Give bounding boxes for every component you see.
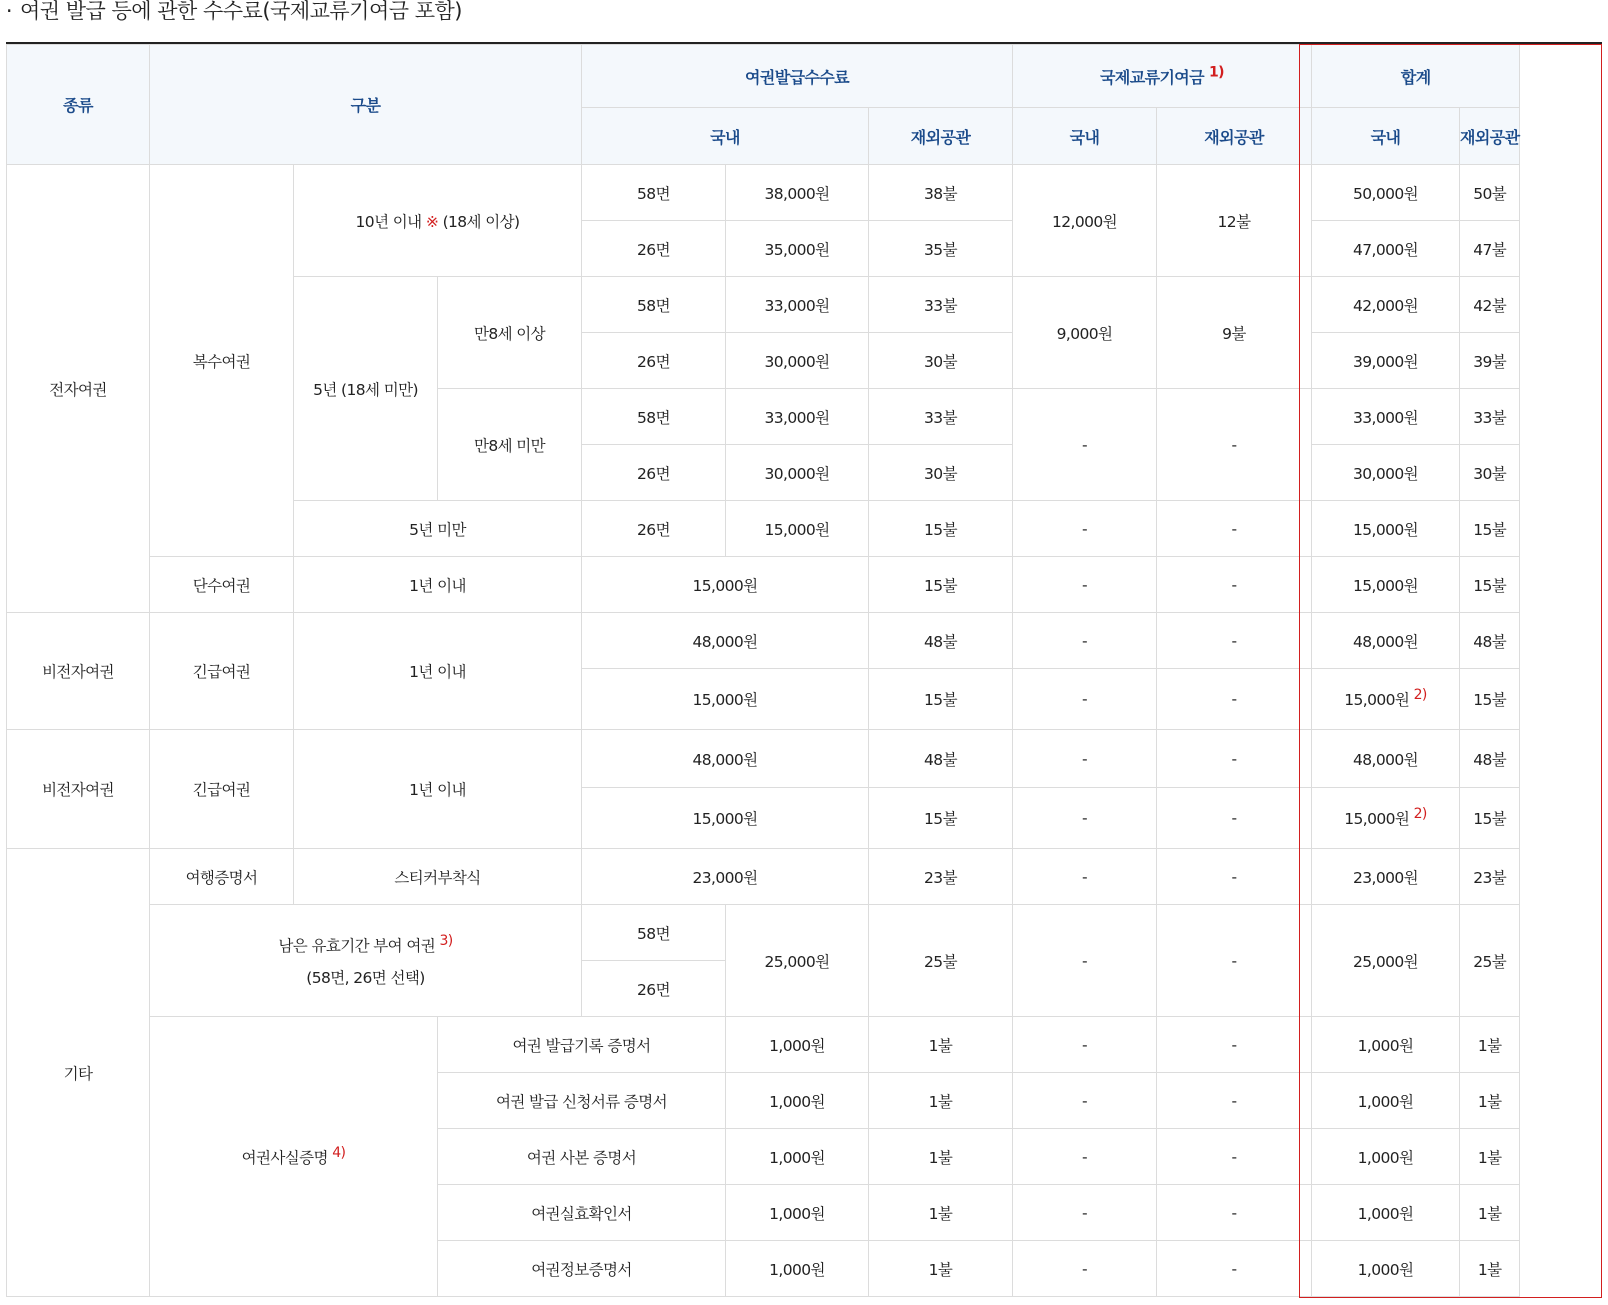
table-row — [7, 849, 1520, 905]
contrib-domestic-cell: - — [1013, 669, 1157, 730]
fee-domestic-cell: 15,000원 — [582, 669, 869, 730]
category-travel-cert: 여행증명서 — [150, 849, 294, 905]
total-domestic-cell: 23,000원 — [1312, 849, 1460, 905]
title-bullet: · — [5, 0, 13, 23]
total-overseas-cell: 1불 — [1460, 1017, 1520, 1073]
pages-cell: 26면 — [582, 961, 726, 1017]
contrib-overseas-cell: - — [1157, 849, 1312, 905]
category-sticker: 스티커부착식 — [294, 849, 582, 905]
contrib-domestic-cell: 9,000원 — [1013, 277, 1157, 389]
fee-overseas-cell: 1불 — [869, 1017, 1013, 1073]
fee-domestic-cell: 25,000원 — [726, 905, 869, 1017]
table-row — [7, 165, 1520, 221]
category-remaining-validity — [150, 905, 582, 1017]
total-overseas-cell: 1불 — [1460, 1073, 1520, 1129]
category-under-5-years: 5년 미만 — [294, 501, 582, 557]
pages-cell: 58면 — [582, 905, 726, 961]
total-domestic-cell: 15,000원 — [1312, 501, 1460, 557]
total-domestic-cell: 15,000원 — [1312, 557, 1460, 613]
fee-domestic-cell: 1,000원 — [726, 1241, 869, 1297]
fee-overseas-cell: 35불 — [869, 221, 1013, 277]
contrib-domestic-cell: - — [1013, 613, 1157, 669]
fee-domestic-cell: 15,000원 — [582, 557, 869, 613]
header-total-overseas: 재외공관 — [1460, 108, 1520, 165]
header-fee-overseas: 재외공관 — [869, 108, 1013, 165]
remaining-validity-label: 남은 유효기간 부여 여권 — [278, 936, 436, 955]
total-overseas-cell: 15불 — [1460, 669, 1520, 730]
fee-domestic-cell: 1,000원 — [726, 1185, 869, 1241]
total-domestic-cell: 1,000원 — [1312, 1129, 1460, 1185]
total-overseas-cell: 1불 — [1460, 1241, 1520, 1297]
type-non-e-passport: 비전자여권 — [7, 730, 150, 849]
contrib-domestic-cell: - — [1013, 849, 1157, 905]
footnote-1: 1) — [1209, 64, 1224, 81]
contrib-overseas-cell: - — [1157, 501, 1312, 557]
total-overseas-cell: 48불 — [1460, 613, 1520, 669]
fee-domestic-cell: 35,000원 — [726, 221, 869, 277]
fee-overseas-cell: 1불 — [869, 1129, 1013, 1185]
fee-overseas-cell: 1불 — [869, 1185, 1013, 1241]
fee-overseas-cell: 1불 — [869, 1241, 1013, 1297]
footnote-3: 3) — [439, 932, 453, 949]
header-issue-fee: 여권발급수수료 — [582, 45, 1013, 108]
total-domestic-value: 15,000원 — [1344, 691, 1410, 709]
category-age8-over: 만8세 이상 — [438, 277, 582, 389]
table-row — [7, 730, 1520, 788]
category-single-passport: 단수여권 — [150, 557, 294, 613]
fee-overseas-cell: 30불 — [869, 333, 1013, 389]
fee-domestic-cell: 30,000원 — [726, 333, 869, 389]
contrib-overseas-cell: - — [1157, 1241, 1312, 1297]
cert-name-cell: 여권 발급 신청서류 증명서 — [438, 1073, 726, 1129]
fee-domestic-cell: 23,000원 — [582, 849, 869, 905]
total-domestic-cell — [1312, 788, 1460, 849]
cert-name-cell: 여권정보증명서 — [438, 1241, 726, 1297]
contrib-domestic-cell: - — [1013, 557, 1157, 613]
fee-overseas-cell: 23불 — [869, 849, 1013, 905]
fee-domestic-cell: 38,000원 — [726, 165, 869, 221]
page-title — [4, 0, 462, 30]
contrib-overseas-cell: - — [1157, 389, 1312, 501]
category-age8-under: 만8세 미만 — [438, 389, 582, 501]
remaining-validity-line-1 — [150, 934, 581, 956]
pages-cell: 26면 — [582, 445, 726, 501]
fee-domestic-cell: 33,000원 — [726, 389, 869, 445]
table-row — [7, 557, 1520, 613]
table-row — [7, 905, 1520, 961]
footnote-2: 2) — [1413, 686, 1427, 703]
total-domestic-cell: 1,000원 — [1312, 1017, 1460, 1073]
footnote-4: 4) — [332, 1144, 346, 1161]
pages-cell: 26면 — [582, 221, 726, 277]
title-text: 여권 발급 등에 관한 수수료(국제교류기여금 포함) — [20, 0, 462, 23]
contrib-overseas-cell: - — [1157, 557, 1312, 613]
total-overseas-cell: 48불 — [1460, 730, 1520, 788]
fee-overseas-cell: 15불 — [869, 669, 1013, 730]
contrib-overseas-cell: 12불 — [1157, 165, 1312, 277]
total-domestic-cell: 39,000원 — [1312, 333, 1460, 389]
contrib-overseas-cell: - — [1157, 788, 1312, 849]
total-domestic-cell — [1312, 669, 1460, 730]
table-row — [7, 613, 1520, 669]
total-domestic-cell: 30,000원 — [1312, 445, 1460, 501]
pages-cell: 58면 — [582, 389, 726, 445]
header-total-domestic: 국내 — [1312, 108, 1460, 165]
fact-cert-label: 여권사실증명 — [241, 1148, 328, 1167]
category-multi-passport: 복수여권 — [150, 165, 294, 557]
category-emergency-passport: 긴급여권 — [150, 613, 294, 730]
contrib-overseas-cell: - — [1157, 1073, 1312, 1129]
contrib-overseas-cell: - — [1157, 730, 1312, 788]
total-overseas-cell: 50불 — [1460, 165, 1520, 221]
header-type: 종류 — [7, 45, 150, 165]
fee-domestic-cell: 1,000원 — [726, 1073, 869, 1129]
type-e-passport: 전자여권 — [7, 165, 150, 613]
fee-domestic-cell: 48,000원 — [582, 613, 869, 669]
fee-domestic-cell: 48,000원 — [582, 730, 869, 788]
contrib-overseas-cell: - — [1157, 1017, 1312, 1073]
contrib-domestic-cell: 12,000원 — [1013, 165, 1157, 277]
header-row-1 — [7, 45, 1520, 108]
pages-cell: 26면 — [582, 501, 726, 557]
total-overseas-cell: 15불 — [1460, 557, 1520, 613]
contrib-domestic-cell: - — [1013, 1073, 1157, 1129]
ten-years-mark: ※ — [425, 212, 439, 231]
remaining-validity-line-2: (58면, 26면 선택) — [306, 968, 425, 987]
ten-years-label: 10년 이내 — [355, 212, 422, 231]
total-overseas-cell: 15불 — [1460, 788, 1520, 849]
contrib-domestic-cell: - — [1013, 1241, 1157, 1297]
category-within-1-year: 1년 이내 — [294, 730, 582, 849]
header-total: 합계 — [1312, 45, 1520, 108]
fee-table — [6, 44, 1520, 1297]
contrib-overseas-cell: - — [1157, 1185, 1312, 1241]
pages-cell: 58면 — [582, 165, 726, 221]
contrib-domestic-cell: - — [1013, 730, 1157, 788]
fee-overseas-cell: 30불 — [869, 445, 1013, 501]
contrib-domestic-cell: - — [1013, 905, 1157, 1017]
total-domestic-cell: 33,000원 — [1312, 389, 1460, 445]
fee-overseas-cell: 25불 — [869, 905, 1013, 1017]
total-domestic-cell: 48,000원 — [1312, 730, 1460, 788]
header-category: 구분 — [150, 45, 582, 165]
total-domestic-cell: 1,000원 — [1312, 1241, 1460, 1297]
fee-overseas-cell: 48불 — [869, 613, 1013, 669]
cert-name-cell: 여권 사본 증명서 — [438, 1129, 726, 1185]
contrib-domestic-cell: - — [1013, 1185, 1157, 1241]
header-intl-contribution-label: 국제교류기여금 — [1100, 67, 1205, 87]
ten-years-age: (18세 이상) — [438, 212, 520, 231]
contrib-domestic-cell: - — [1013, 788, 1157, 849]
total-domestic-cell: 1,000원 — [1312, 1073, 1460, 1129]
contrib-overseas-cell: 9불 — [1157, 277, 1312, 389]
total-domestic-cell: 42,000원 — [1312, 277, 1460, 333]
total-domestic-cell: 48,000원 — [1312, 613, 1460, 669]
total-overseas-cell: 1불 — [1460, 1185, 1520, 1241]
fee-domestic-cell: 15,000원 — [726, 501, 869, 557]
contrib-overseas-cell: - — [1157, 613, 1312, 669]
type-other: 기타 — [7, 849, 150, 1297]
header-contrib-domestic: 국내 — [1013, 108, 1157, 165]
contrib-domestic-cell: - — [1013, 501, 1157, 557]
total-overseas-cell: 15불 — [1460, 501, 1520, 557]
total-overseas-cell: 42불 — [1460, 277, 1520, 333]
pages-cell: 26면 — [582, 333, 726, 389]
category-ten-years — [294, 165, 582, 277]
contrib-overseas-cell: - — [1157, 669, 1312, 730]
fee-domestic-cell: 30,000원 — [726, 445, 869, 501]
total-domestic-cell: 1,000원 — [1312, 1185, 1460, 1241]
table-row — [7, 1017, 1520, 1073]
category-within-1-year: 1년 이내 — [294, 557, 582, 613]
contrib-domestic-cell: - — [1013, 1017, 1157, 1073]
pages-cell: 58면 — [582, 277, 726, 333]
fee-overseas-cell: 33불 — [869, 277, 1013, 333]
header-fee-domestic: 국내 — [582, 108, 869, 165]
fee-domestic-cell: 33,000원 — [726, 277, 869, 333]
total-domestic-cell: 47,000원 — [1312, 221, 1460, 277]
fee-domestic-cell: 1,000원 — [726, 1129, 869, 1185]
fee-domestic-cell: 1,000원 — [726, 1017, 869, 1073]
total-domestic-cell: 25,000원 — [1312, 905, 1460, 1017]
header-intl-contribution — [1013, 45, 1312, 108]
total-domestic-cell: 50,000원 — [1312, 165, 1460, 221]
category-emergency-passport: 긴급여권 — [150, 730, 294, 849]
category-within-1-year: 1년 이내 — [294, 613, 582, 730]
footnote-2: 2) — [1413, 805, 1427, 822]
total-domestic-value: 15,000원 — [1344, 810, 1410, 828]
total-overseas-cell: 1불 — [1460, 1129, 1520, 1185]
cert-name-cell: 여권 발급기록 증명서 — [438, 1017, 726, 1073]
total-overseas-cell: 25불 — [1460, 905, 1520, 1017]
total-overseas-cell: 39불 — [1460, 333, 1520, 389]
fee-domestic-cell: 15,000원 — [582, 788, 869, 849]
contrib-domestic-cell: - — [1013, 389, 1157, 501]
header-contrib-overseas: 재외공관 — [1157, 108, 1312, 165]
contrib-overseas-cell: - — [1157, 1129, 1312, 1185]
fee-overseas-cell: 15불 — [869, 501, 1013, 557]
contrib-overseas-cell: - — [1157, 905, 1312, 1017]
cert-name-cell: 여권실효확인서 — [438, 1185, 726, 1241]
category-fact-cert — [150, 1017, 438, 1297]
total-overseas-cell: 47불 — [1460, 221, 1520, 277]
fee-overseas-cell: 1불 — [869, 1073, 1013, 1129]
contrib-domestic-cell: - — [1013, 1129, 1157, 1185]
fee-overseas-cell: 38불 — [869, 165, 1013, 221]
fee-overseas-cell: 15불 — [869, 788, 1013, 849]
total-overseas-cell: 30불 — [1460, 445, 1520, 501]
fee-overseas-cell: 33불 — [869, 389, 1013, 445]
fee-overseas-cell: 48불 — [869, 730, 1013, 788]
type-non-e-passport: 비전자여권 — [7, 613, 150, 730]
category-five-years: 5년 (18세 미만) — [294, 277, 438, 501]
total-overseas-cell: 33불 — [1460, 389, 1520, 445]
total-overseas-cell: 23불 — [1460, 849, 1520, 905]
fee-overseas-cell: 15불 — [869, 557, 1013, 613]
